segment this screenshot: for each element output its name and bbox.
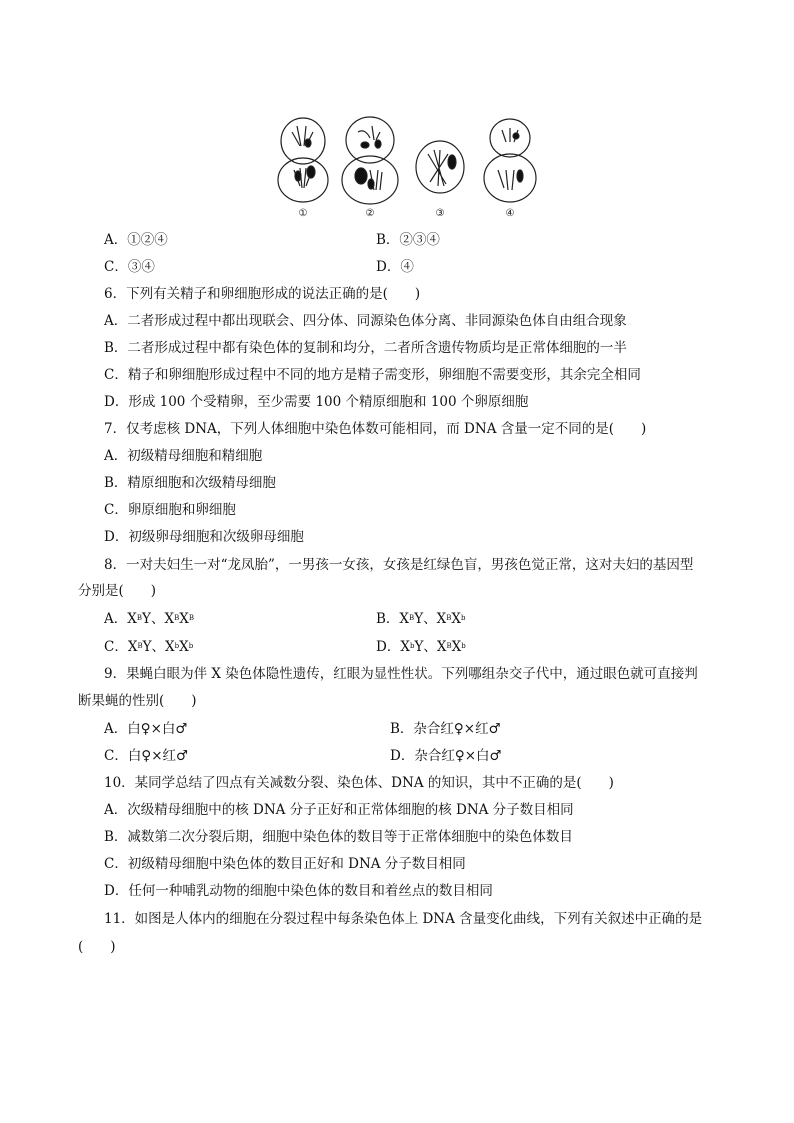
cell-division-figure	[270, 110, 550, 222]
q11-stem-line1: 11．如图是人体内的细胞在分裂过程中每条染色体上 DNA 含量变化曲线，下列有关叙述中正确的是	[104, 911, 703, 927]
q8-option-c: C．$X^BY$、$X^bX^b$	[104, 639, 194, 655]
q7-option-c: C．卵原细胞和卵细胞	[104, 502, 236, 518]
figure-label-2: ②	[365, 208, 375, 219]
q8-option-a: A．$X^BY$、$X^BX^B$	[104, 611, 194, 627]
q5-option-d: D．④	[376, 259, 414, 275]
q10-option-a: A．次级精母细胞中的核 DNA 分子正好和正常体细胞的核 DNA 分子数目相同	[104, 802, 574, 818]
q7-option-a: A．初级精母细胞和精细胞	[104, 448, 263, 464]
q9-option-b: B．杂合红♀×红♂	[390, 721, 501, 737]
q8-option-b: B．$X^BY$、$X^BX^b$	[376, 611, 466, 627]
cell-2-drawing	[342, 117, 398, 204]
q9-stem-line1: 9．果蝇白眼为伴 X 染色体隐性遗传，红眼为显性性状。下列哪组杂交子代中，通过眼色就可直接判	[104, 666, 698, 682]
q6-option-b: B．二者形成过程中都有染色体的复制和均分，二者所含遗传物质均是正常体细胞的一半	[104, 340, 627, 356]
q10-option-b: B．减数第二次分裂后期，细胞中染色体的数目等于正常体细胞中的染色体数目	[104, 829, 573, 845]
q10-stem: 10．某同学总结了四点有关减数分裂、染色体、DNA 的知识，其中不正确的是( )	[104, 775, 614, 791]
cell-1-drawing	[278, 118, 328, 202]
figure-label-4: ④	[505, 208, 515, 219]
figure-label-3: ③	[435, 208, 445, 219]
q6-option-a: A．二者形成过程中都出现联会、四分体、同源染色体分离、非同源染色体自由组合现象	[104, 313, 627, 329]
q10-option-d: D．任何一种哺乳动物的细胞中染色体的数目和着丝点的数目相同	[104, 883, 493, 899]
q9-option-c: C．白♀×红♂	[104, 748, 189, 764]
cell-4-drawing	[484, 119, 536, 202]
q8-stem-line2: 分别是( )	[78, 583, 157, 599]
q5-option-b: B．②③④	[376, 232, 440, 248]
q6-option-d: D．形成 100 个受精卵，至少需要 100 个精原细胞和 100 个卵原细胞	[104, 394, 529, 410]
q9-option-a: A．白♀×白♂	[104, 721, 188, 737]
figure-label-1: ①	[298, 208, 308, 219]
q6-stem: 6．下列有关精子和卵细胞形成的说法正确的是( )	[104, 286, 421, 302]
q10-option-c: C．初级精母细胞中染色体的数目正好和 DNA 分子数目相同	[104, 856, 466, 872]
q5-option-c: C．③④	[104, 259, 155, 275]
q6-option-c: C．精子和卵细胞形成过程中不同的地方是精子需变形，卵细胞不需要变形，其余完全相同	[104, 367, 641, 383]
q5-option-a: A．①②④	[104, 232, 168, 248]
cell-3-drawing	[416, 141, 464, 193]
q11-stem-line2: ( )	[78, 939, 116, 955]
q7-option-b: B．精原细胞和次级精母细胞	[104, 475, 276, 491]
q7-stem: 7．仅考虑核 DNA，下列人体细胞中染色体数可能相同，而 DNA 含量一定不同的是( )	[104, 421, 647, 437]
q8-stem-line1: 8．一对夫妇生一对“龙凤胎”，一男孩一女孩，女孩是红绿色盲，男孩色觉正常，这对夫妇的基因型	[104, 557, 694, 573]
q7-option-d: D．初级卵母细胞和次级卵母细胞	[104, 529, 304, 545]
q9-option-d: D．杂合红♀×白♂	[390, 748, 502, 764]
q8-option-d: D．$X^bY$、$X^BX^b$	[376, 639, 466, 655]
q9-stem-line2: 断果蝇的性别( )	[78, 693, 197, 709]
